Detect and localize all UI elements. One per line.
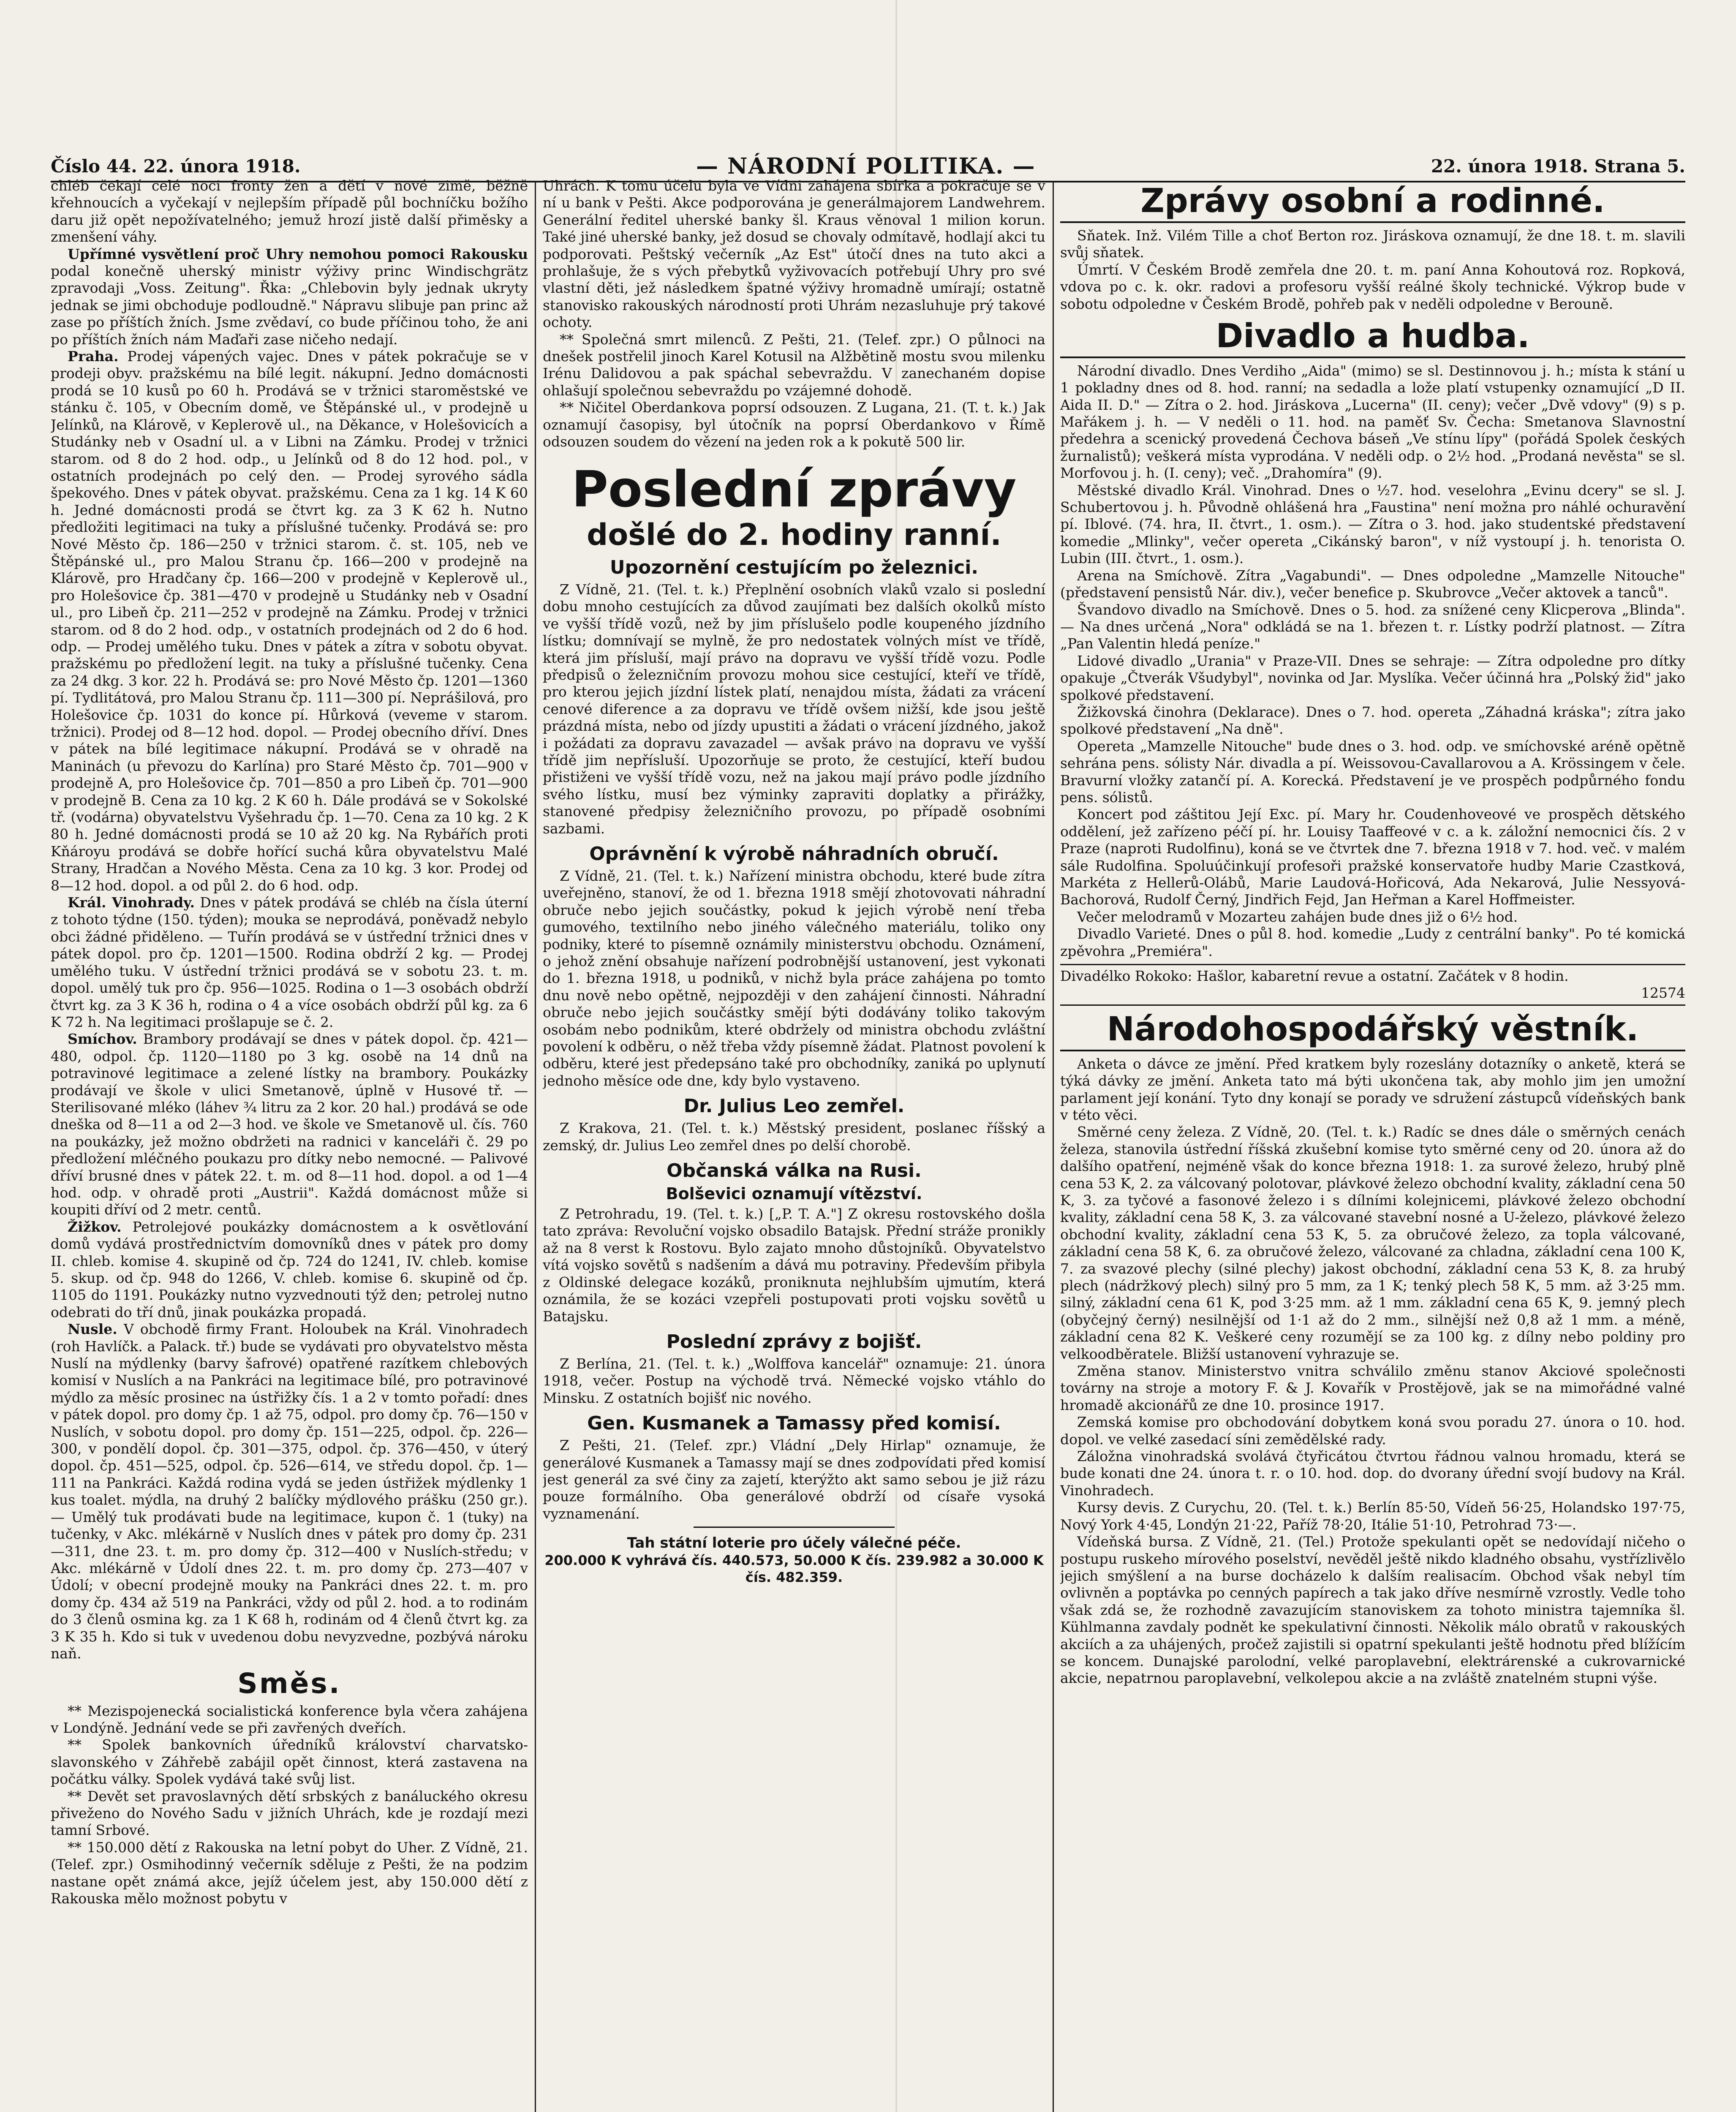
article-text: Petrolejové poukázky domácnostem a k osvětlování domů vydává prostřednictvím domovníků dnes v pátek pro domy II. chleb. komise 4. skupině od čp. 724 do 1241, IV. chleb. komise 5. skup. od čp. 948 do 1266, V. chleb. komise 6. skupině od čp. 1105 do 1191. Poukázky nutno vyzvednouti týž den; petrolej nutno odebrati do tří dnů, jinak poukázka propadá. [51, 1218, 528, 1320]
article-paragraph [51, 246, 528, 348]
article-paragraph: Z Krakova, 21. (Tel. t. k.) Městský president, poslanec říšský a zemský, dr. Julius Leo zemřel dnes po delší chorobě. [543, 1120, 1045, 1154]
article-paragraph [51, 1031, 528, 1218]
article-paragraph: Švandovo divadlo na Smíchově. Dnes o 5. hod. za snížené ceny Klicperova „Blinda". — Na dnes určená „Nora" odkládá se na 1. březen t. r. Lístky podrží platnost. — Zítra „Pan Valentin hledá peníze." [1060, 601, 1685, 652]
article-paragraph [51, 348, 528, 894]
article-paragraph [51, 1321, 528, 1662]
column-2 [543, 177, 1045, 2112]
column-3 [1060, 177, 1685, 2112]
headline: Upozornění cestujícím po železnici. [610, 556, 979, 578]
lottery-notice [543, 1535, 1045, 1586]
article-paragraph: ** Devět set pravoslavných dětí srbských z banáluckého okresu přiveženo do Nového Sadu v jižních Uhrách, kde je rozdají mezi tamní Srbové. [51, 1788, 528, 1839]
article-paragraph: Večer melodramů v Mozarteu zahájen bude dnes již o 6½ hod. [1077, 908, 1518, 925]
article-paragraph: Lidové divadlo „Urania" v Praze-VII. Dnes se sehraje: — Zítra odpoledne pro dítky opakuje „Čtverák Všudybyl", novinka od Jar. Myslíka. Večer účinná hra „Polský žid" jako spolkové představení. [1060, 652, 1685, 703]
article-paragraph: Zemská komise pro obchodování dobytkem koná svou poradu 27. února o 10. hod. dopol. ve velké zasedací síni zemědělské rady. [1060, 1414, 1685, 1448]
divider [694, 1527, 895, 1528]
run-in-head: Praha. [68, 348, 119, 365]
article-text: Dnes v pátek prodává se chléb na čísla úterní z tohoto týdne (150. týden); mouka se neprodává, poněvadž nebylo obci žádné přiděleno. — Tuřín prodává se v ústřední tržnici dnes v pátek dopol. pro čp. 1201—1500. Rodina obdrží 2 kg. — Prodej umělého tuku. V ústřední tržnici prodává se v sobotu 23. t. m. dopol. umělý tuk pro čp. 956—1025. Rodina o 1—3 osobách obdrží čtvrt kg. za 3 K 36 h, rodina o 4 a více osobách obdrží půl kg. za 6 K 72 h. Na legitimaci prošlapuje se č. 2. [51, 894, 528, 1030]
subheadline: Bolševici oznamují vítězství. [666, 1184, 922, 1203]
article-paragraph: Úmrtí. V Českém Brodě zemřela dne 20. t. m. paní Anna Kohoutová roz. Ropková, vdova po c. k. okr. radovi a profesoru vyšší reálné školy technické. Výkrop bude v sobotu odpoledne v Českém Brodě, pohřeb pak v neděli odpoledne v Berouně. [1060, 261, 1685, 312]
lottery-results: 200.000 K vyhrává čís. 440.573, 50.000 K čís. 239.982 a 30.000 K čís. 482.359. [544, 1552, 1044, 1585]
section-heading-personal: Zprávy osobní a rodinné. [1060, 184, 1685, 223]
article-paragraph: ** Ničitel Oberdankova poprsí odsouzen. Z Lugana, 21. (T. t. k.) Jak oznamují časopisy, byl útočník na poprsí Oberdankovo v Římě odsouzen soudem do vězení na jeden rok a k pokutě 500 lir. [543, 399, 1045, 450]
article-text: Prodej vápených vajec. Dnes v pátek pokračuje se v prodeji obyv. pražskému na bílé legit. nákupní. Jedno domácnosti prodá se 10 kusů po 60 h. Prodává se v tržnici staroměstské ve stánku č. 105, v Obecním domě, ve Štěpánské ul., v prodejně u Jelínků, na Klárově, v Keplerově ul., na Děkance, v Holešovicích a Studánky neb v Osadní ul. a v Libni na Zámku. Prodej v tržnici starom. od 8 do 2 hod. odp., u Jelínků od 8 do 12 hod. pol., v ostatních prodejnách po celý den. — Prodej syrového sádla špekového. Dnes v pátek obyvat. pražskému. Cena za 1 kg. 14 K 60 h. Jedné domácnosti prodá se čtvrt kg. za 3 K 62 h. Nutno předložiti legitimaci na tuky a příslušné tučenky. Prodává se: pro Nové Město čp. 186—250 v tržnici starom. č. st. 105, neb ve Štěpánské ul., pro Malou Stranu čp. 166—200 v prodejně na Klárově, pro Hradčany čp. 166—200 v prodejně v Keplerově ul., pro Holešovice čp. 381—470 v prodejně u Studánky neb v Osadní ul., pro Libeň čp. 211—252 v prodejně na Zámku. Prodej v tržnici starom. od 8 do 2 hod. odp., v ostatních prodejnách od 2 do 6 hod. odp. — Prodej umělého tuku. Dnes v pátek a zítra v sobotu obyvat. pražskému po předložení legit. na tuky a příslušné tučenky. Cena za 24 dkg. 3 kor. 22 h. Prodává se: pro Nové Město čp. 1201—1360 pí. Tydlitátová, pro Malou Stranu čp. 111—300 pí. Neprášilová, pro Holešovice čp. 1031 do konce pí. Hůrková (veveme v starom. tržnici). Prodej od 8—12 hod. dopol. — Prodej obecního dříví. Dnes v pátek na bílé legitimace nákupní. Prodává se v ohradě na Maninách (u převozu do Karlína) pro Staré Město čp. 701—900 v prodejně A, pro Holešovice čp. 701—850 a pro Libeň čp. 701—900 v prodejně B. Cena za 10 kg. 2 K 60 h. Dále prodává se v Sokolské tř. (vodárna) obyvatelstvu Vyšehradu čp. 1—70. Cena za 10 kg. 2 K 80 h. Jedné domácnosti prodá se 10 až 20 kg. Na Rybářích proti Kňároyu prodává se dobře hořící suchá kůra obyvatelstvu Malé Strany, Hradčan a Nového Města. Cena za 10 kg. 3 kor. Prodej od 8—12 hod. dopol. a od půl 2. do 6 hod. odp. [51, 348, 528, 894]
article-paragraph: Směrné ceny železa. Z Vídně, 20. (Tel. t. k.) Radíc se dnes dále o směrných cenách železa, stanovila ústřední říšská zkušební komise tyto směrné ceny od 20. února až do dalšího opatření, nejméně však do konce března 1918: 1. za surové železo, hrubý plně cena 53 K, 2. za válcovaný polotovar, plávkové železo obchodní kvality, základní cena 50 K, 3. za tyčové a fasonové železo i s dílními kolejnicemi, plávkové železo obchodní kvality, základní cena 58 K, 3. za válcované stavební nosné a U-železo, plávkové železo obchodní kvality, základní cena 53 K, 5. za obručové železo, za topla válcované, základní cena 58 K, 6. za obručové železo, válcované za chladna, základní cena 100 K, 7. za svazové plechy (silné plechy) jakost obchodní, základní cena 53 K, 8. za hrubý plech (nádržkový plech) silný pro 5 mm, za 1 K; tenký plech 58 K, 5 mm. až 3·25 mm. silný, základní cena 61 K, pod 3·25 mm. až 1 mm. základní cena 65 K, 9. jemný plech (obyčejný černý) nesilnější od 1·1 až do 2 mm., silnější než 0,8 až 1 mm. a méně, základní cena 82 K. Veškeré ceny rozumějí se za 100 kg. z dílny nebo poldiny pro velkoodběratele. Bližší ustanovení vyhrazuje se. [1060, 1124, 1685, 1362]
article-paragraph: Z Berlína, 21. (Tel. t. k.) „Wolffova kancelář" oznamuje: 21. února 1918, večer. Postup na východě trvá. Německé vojsko vtáhlo do Minsku. Z ostatních bojišť nic nového. [543, 1355, 1045, 1406]
article-paragraph: Z Vídně, 21. (Tel. t. k.) Přeplnění osobních vlaků vzalo si poslední dobu mnoho cestujících za důvod zaujímati bez dalších okolků místo ve vyšší třídě vozů, než by jim příslušelo podle koupeného jízdního lístku; domnívají se mylně, že pro nedostatek volných míst ve třídě, která jim přísluší, mají právo na dopravu ve vyšší třídě vozu. Podle předpisů o železničním provozu mohou sice cestující, kteří ve třídě, pro kterou jejich jízdní lístek platí, nenajdou místa, žádati za vrácení cenové diference a za dopravu ve třídě ovšem nižší, kde jsou ještě prázdná místa, nebo od jízdy upustiti a žádati o vrácení jízdného, jakož i požádati za dopravu zavazadel — avšak právo na dopravu ve vyšší třídě jim nepřísluší. Upozorňuje se proto, že cestující, kteří budou přistiženi ve vyšší třídě vozu, než na jakou mají právo podle jízdního svého lístku, musí bez výminky zapraviti doplatky a přirážky, stanovené předpisy železničního provozu, po případě osobními sazbami. [543, 581, 1045, 837]
article-paragraph: Záložna vinohradská svolává čtyřicátou čtvrtou řádnou valnou hromadu, která se bude konati dne 24. února t. r. o 10. hod. dop. do dvorany úřední svojí budovy na Král. Vinohradech. [1060, 1448, 1685, 1499]
section-heading-smes: Směs. [237, 1667, 341, 1700]
article-paragraph: Uhrách. K tomu účelu byla ve Vídni zahájena sbírka a pokračuje se v ní u bank v Pešti. Akce podporována je generálmajorem Landwehrem. Generální ředitel uherské banky šl. Kraus věnoval 1 milion korun. Také jiné uherské banky, jež dosud se chovaly odmítavě, hodlají akci tu podporovati. Peštský večerník „Az Est" útočí dnes na tuto akci a prohlašuje, že s vých přebytků vyživovacích potřebují Uhry pro své vlastní děti, jež následkem špatné výživy hromadně umírají; ostatně stanovisko rakouských národností proti Uhrám nezasluhuje prý takové ochoty. [543, 177, 1045, 331]
column-rule-2 [1053, 182, 1054, 2112]
newspaper-title: — NÁRODNÍ POLITIKA. — [696, 153, 1036, 179]
run-in-head: Smíchov. [68, 1031, 137, 1048]
issue-date-left: Číslo 44. 22. února 1918. [51, 155, 301, 177]
section-subheading-latest-news: došlé do 2. hodiny ranní. [587, 517, 1001, 552]
run-in-head: Nusle. [68, 1321, 117, 1338]
ad-text: Divadélko Rokoko: Hašlor, kabaretní revue a ostatní. Začátek v 8 hodin. [1060, 968, 1569, 985]
column-rule-1 [535, 182, 536, 2112]
date-page-right: 22. února 1918. Strana 5. [1431, 155, 1685, 177]
article-paragraph: Vídeňská bursa. Z Vídně, 21. (Tel.) Protože spekulanti opět se nedovídají ničeho o postupu ruskeho mírového poselství, nevěděl ještě nikdo kladného obsahu, vystřízlivělo jejich smýšlení a na burse docházelo k dalším realisacím. Obchod však nebyl tím ovlivněn a poptávka po cenných papírech a tak jako dříve nesmírně vzrostly. Vedle toho však zdá se, že rozhodně zavazujícím stanoviskem za tohoto ministra tajemníka šl. Kühlmanna zavdaly podnět ke spekulativní činnosti. Několik málo obratů v rakouských akciích a za uhájených, pročež zajistili si opatrní spekulanti ještě hodnotu před blížícím se koncem. Dunajské parolodní, velké paroplavební, elektrárenské a cukrovarnické akcie, nepatrnou paroplavební, velkolepou akcie a na zvláště znatelném stupni výše. [1060, 1533, 1685, 1687]
run-in-head: Žižkov. [68, 1218, 122, 1235]
article-paragraph: Koncert pod záštitou Její Exc. pí. Mary hr. Coudenhoveové ve prospěch dětského oddělení, jež zařízeno péčí pí. hr. Louisy Taaffeové v c. a k. záložní nemocnici čís. 2 v Praze (naproti Rudolfinu), koná se ve čtvrtek dne 7. března 1918 v 7. hod. več. v malém sále Rudolfina. Spoluúčinkují profesoři pražské konservatoře hudby Marie Czastková, Markéta z Hellerů-Olábů, Marie Laudová-Hořicová, Ada Nekarová, Julie Nessyová-Bachorová, Rudolf Černý, Jindřich Fejd, Jan Heřman a Karel Hoffmeister. [1060, 806, 1685, 908]
article-text: Brambory prodávají se dnes v pátek dopol. čp. 421—480, odpol. čp. 1120—1180 po 3 kg. osobě na 14 dnů na potravinové legitimace a zelené lístky na brambory. Poukázky prodávají ve škole v ulici Smetanově, úplně v Husové tř. — Sterilisované mléko (láhev ¾ litru za 2 kor. 20 hal.) prodává se ode dneška od 8—11 a od 2—3 hod. ve škole ve Smetanově ul. čís. 760 na poukázky, jež možno obdržeti na radnici v kanceláři č. 29 po předložení mléčného poukazu pro dítky nebo nemocné. — Palivové dříví brusné dnes v pátek 22. t. m. od 8—11 hod. dopol. a od 1—4 hod. odp. v ohradě proti „Austrii". Každá domácnost může si koupiti dříví od 2 metr. centů. [51, 1031, 528, 1218]
running-header [51, 151, 1685, 181]
article-paragraph: Z Vídně, 21. (Tel. t. k.) Nařízení ministra obchodu, které bude zítra uveřejněno, stanoví, že od 1. března 1918 smějí zhotovovati náhradní obruče nebo jejich součástky, pokud k jejich výrobě není třeba gumového, textilního nebo jiného válečného materiálu, toliko ony podniky, které to písemně oznámily ministerstvu obchodu. Oznámení, o jehož znění obsahuje nařízení podrobnější ustanovení, jest vykonati do 1. března 1918, u podniků, v nichž byla práce zahájena po tomto dnu nově nebo opětně, nejpozději v den zahájení činnosti. Náhradní obruče nebo jejich součástky smějí býti dodávány toliko takovým osobám nebo podnikům, které obdržely od ministra obchodu zvláštní povolení k odběru, o něž třeba vždy písemně žádat. Platnost povolení k odběru, které jest předepsáno také pro obchodníky, zaniká po uplynutí jednoho měsíce ode dne, kdy bylo vystaveno. [543, 867, 1045, 1089]
article-paragraph: Arena na Smíchově. Zítra „Vagabundi". — Dnes odpoledne „Mamzelle Nitouche" (představení pensistů Nár. div.), večer benefice p. Skubrovce „Večer aktovek a tanců". [1060, 567, 1685, 601]
headline: Občanská válka na Rusi. [667, 1160, 922, 1182]
article-paragraph: Sňatek. Inž. Vilém Tille a choť Berton roz. Jiráskova oznamují, že dne 18. t. m. slavili svůj sňatek. [1060, 227, 1685, 261]
article-paragraph: Městské divadlo Král. Vinohrad. Dnes o ½7. hod. veselohra „Evinu dcery" se sl. J. Schubertovou j. h. Původně ohlášená hra „Faustina" není možna pro náhlé ochuravění pí. Iblové. (74. hra, II. čtvrt., 1. osm.). — Zítra o 3. hod. jako studentské představení komedie „Mlinky", večer opereta „Cikánský baron", v níž vystoupí j. h. tenorista O. Lubin (III. čtvrt., 1. osm.). [1060, 482, 1685, 567]
article-paragraph: chléb čekají celé noci fronty žen a dětí v nové zimě, běžně křehnoucích a vyčekají v nejlepším případě půl bochníčku božího daru již opět nepožívatelného; jemuž hrozí jistě další přiměsky a zmenšení váhy. [51, 177, 528, 245]
article-paragraph: Divadlo Varieté. Dnes o půl 8. hod. komedie „Ludy z centrální banky". Po té komická zpěvohra „Premiéra". [1060, 925, 1685, 959]
run-in-head: Upřímné vysvětlení proč Uhry nemohou pomoci Rakousku [68, 245, 528, 262]
article-paragraph: Z Petrohradu, 19. (Tel. t. k.) [„P. T. A."] Z okresu rostovského došla tato zpráva: Revoluční vojsko obsadilo Batajsk. Přední stráže pronikly až na 8 verst k Rostovu. Bylo zajato mnoho důstojníků. Obyvatelstvo vítá vojsko sovětů s nadšením a dává mu potraviny. Především přibyla z Oldinské delegace kozáků, proniknuta nejhlubším ujmutím, která oznámila, že se kozáci vzepřeli postupovati proti vojsku sovětů u Batajsku. [543, 1206, 1045, 1325]
run-in-head: Král. Vinohrady. [68, 894, 195, 911]
section-heading-economy: Národohospodářský věstník. [1060, 1012, 1685, 1051]
ad-number: 12574 [1641, 985, 1685, 1002]
column-1 [51, 177, 528, 2112]
lottery-title: Tah státní loterie pro účely válečné péče. [627, 1535, 961, 1552]
headline: Poslední zprávy z bojišť. [666, 1331, 922, 1353]
headline: Gen. Kusmanek a Tamassy před komisí. [587, 1413, 1001, 1434]
article-paragraph: ** 150.000 dětí z Rakouska na letní pobyt do Uher. Z Vídně, 21. (Telef. zpr.) Osmihodinný večerník sděluje z Pešti, že na podzim nastane opět známá akce, jejíž účelem jest, aby 150.000 dětí z Rakouska mělo možnost pobytu v [51, 1839, 528, 1907]
article-paragraph: Anketa o dávce ze jmění. Před kratkem byly rozeslány dotazníky o anketě, která se týká dávky ze jmění. Anketa tato má býti ukončena tak, aby mohlo jim jen umožní parlament její konání. Tyto dny konají se porady ve sdružení zástupců vídeňských bank v této věci. [1060, 1055, 1685, 1123]
section-heading-latest-news: Poslední zprávy [571, 460, 1017, 518]
headline: Oprávnění k výrobě náhradních obručí. [589, 843, 999, 865]
article-paragraph: ** Spolek bankovních úředníků království charvatsko-slavonského v Záhřebě zabájil opět činnost, která zastavena na počátku války. Spolek vydává také svůj list. [51, 1736, 528, 1788]
article-text: podal konečně uherský ministr výživy princ Windischgrätz zpravodaji „Voss. Zeitung". Řka: „Chlebovin byly jednak ukryty jednak se jimi obchoduje podloudně." Nápravu slibuje pan princ až zase po příštích žních. Jsme zvědaví, co bude příčinou toho, že ani po příštích žních nám Maďaři zase ničeho nedají. [51, 263, 528, 348]
article-paragraph: ** Společná smrt milenců. Z Pešti, 21. (Telef. zpr.) O půlnoci na dnešek postřelil jinoch Karel Kotusil na Alžbětině mostu svou milenku Irénu Dalidovou a pak spáchal sebevraždu. V zanechaném dopise ohlašují společnou sebevraždu po vzájemné dohodě. [543, 331, 1045, 399]
article-paragraph: ** Mezispojenecká socialistická konference byla včera zahájena v Londýně. Jednání vede se při zavřených dveřích. [51, 1702, 528, 1736]
article-paragraph [51, 894, 528, 1031]
article-paragraph: Kursy devis. Z Curychu, 20. (Tel. t. k.) Berlín 85·50, Vídeň 56·25, Holandsko 197·75, Nový York 4·45, Londýn 21·22, Paříž 78·20, Itálie 51·10, Petrohrad 73·—. [1060, 1499, 1685, 1533]
article-paragraph: Z Pešti, 21. (Telef. zpr.) Vládní „Dely Hirlap" oznamuje, že generálové Kusmanek a Tamassy mají se dnes zodpovídati před komisí jest generál za své činy za zajetí, kterýžto akt samo sebou je již rázu pouze formálního. Oba generálové obdrží od císaře vysoká vyznamenání. [543, 1437, 1045, 1522]
article-paragraph: Změna stanov. Ministerstvo vnitra schválilo změnu stanov Akciové společnosti továrny na stroje a motory F. & J. Kovařík v Prostějově, jak se na mimořádné valné hromadě akcionářů ze dne 10. prosince 1917. [1060, 1363, 1685, 1413]
section-heading-theatre: Divadlo a hudba. [1060, 319, 1685, 358]
headline: Dr. Julius Leo zemřel. [683, 1095, 905, 1117]
article-paragraph: Opereta „Mamzelle Nitouche" bude dnes o 3. hod. odp. ve smíchovské aréně opětně sehrána pens. sólisty Nár. divadla a pí. Weissovou-Cavallarovou a A. Krössingem v čele. Bravurní vložky zatančí pí. A. Korecká. Představení je ve prospěch podpůrného fondu pens. sólistů. [1060, 738, 1685, 806]
article-text: V obchodě firmy Frant. Holoubek na Král. Vinohradech (roh Havlíčk. a Palack. tř.) bude se vydávati pro obyvatelstvo města Nuslí na mýdlenky (barvy šafrové) opatřené razítkem chlebových komisí v Nuslích a na Pankráci na legitimace bílé, pro potravinové mýdlo za měsíc prosinec na ústřižky čís. 1 a 2 v tomto pořadí: dnes v pátek dopol. pro domy čp. 1 až 75, odpol. pro domy čp. 76—150 v Nuslích, v sobotu dopol. pro domy čp. 151—225, odpol. čp. 226—300, v pondělí dopol. čp. 301—375, odpol. čp. 376—450, v úterý dopol. čp. 451—525, odpol. čp. 526—614, ve středu dopol. čp. 1—111 na Pankráci. Každá rodina vydá se jeden ústřižek mýdlenky 1 kus toalet. mýdla, na druhý 2 balíčky mýdlového prášku (250 gr.). — Umělý tuk prodávati bude na legitimace, kupon č. 1 (tuky) na tučenky, v Akc. mlékárně v Nuslích dnes v pátek pro domy čp. 231—311, dne 23. t. m. pro domy čp. 312—400 v Nuslích-středu; v Akc. mlékárně v Údolí dnes 22. t. m. pro domy čp. 273—407 v Údolí; v obecní prodejně mouky na Pankráci dnes 22. t. m. pro domy čp. 434 až 519 na Pankráci, vždy od půl 2. hod. a to rodinám do 3 členů osmina kg. za 1 K 68 h, rodinám od 4 členů čtvrt kg. za 3 K 35 h. Kdo si tuk v uvedenou dobu nevyzvedne, pozbývá nároku naň. [51, 1321, 528, 1662]
advertisement [1060, 964, 1685, 1006]
article-paragraph [51, 1219, 528, 1321]
article-paragraph: Národní divadlo. Dnes Verdiho „Aida" (mimo) se sl. Destinnovou j. h.; místa k stání u 1 pokladny dnes od 8. hod. ranní; na sedadla a lože platí vstupenky oznamující „D II. Aida II. D." — Zítra o 2. hod. Jiráskova „Lucerna" (II. ceny); večer „Dvě vdovy" (9) s p. Mařákem j. h. — V neděli o 11. hod. na paměť Sv. Čecha: Smetanova Slavnostní předehra a scenický provedená Čechova báseň „Ve stínu lípy" (pořádá Spolek českých žurnalistů); veškerá místa vyprodána. V neděli odp. o 2½ hod. „Prodaná nevěsta" se sl. Morfovou j. h. (I. ceny); več. „Drahomíra" (9). [1060, 362, 1685, 482]
article-paragraph: Žižkovská činohra (Deklarace). Dnes o 7. hod. opereta „Záhadná kráska"; zítra jako spolkové představení „Na dně". [1060, 703, 1685, 738]
